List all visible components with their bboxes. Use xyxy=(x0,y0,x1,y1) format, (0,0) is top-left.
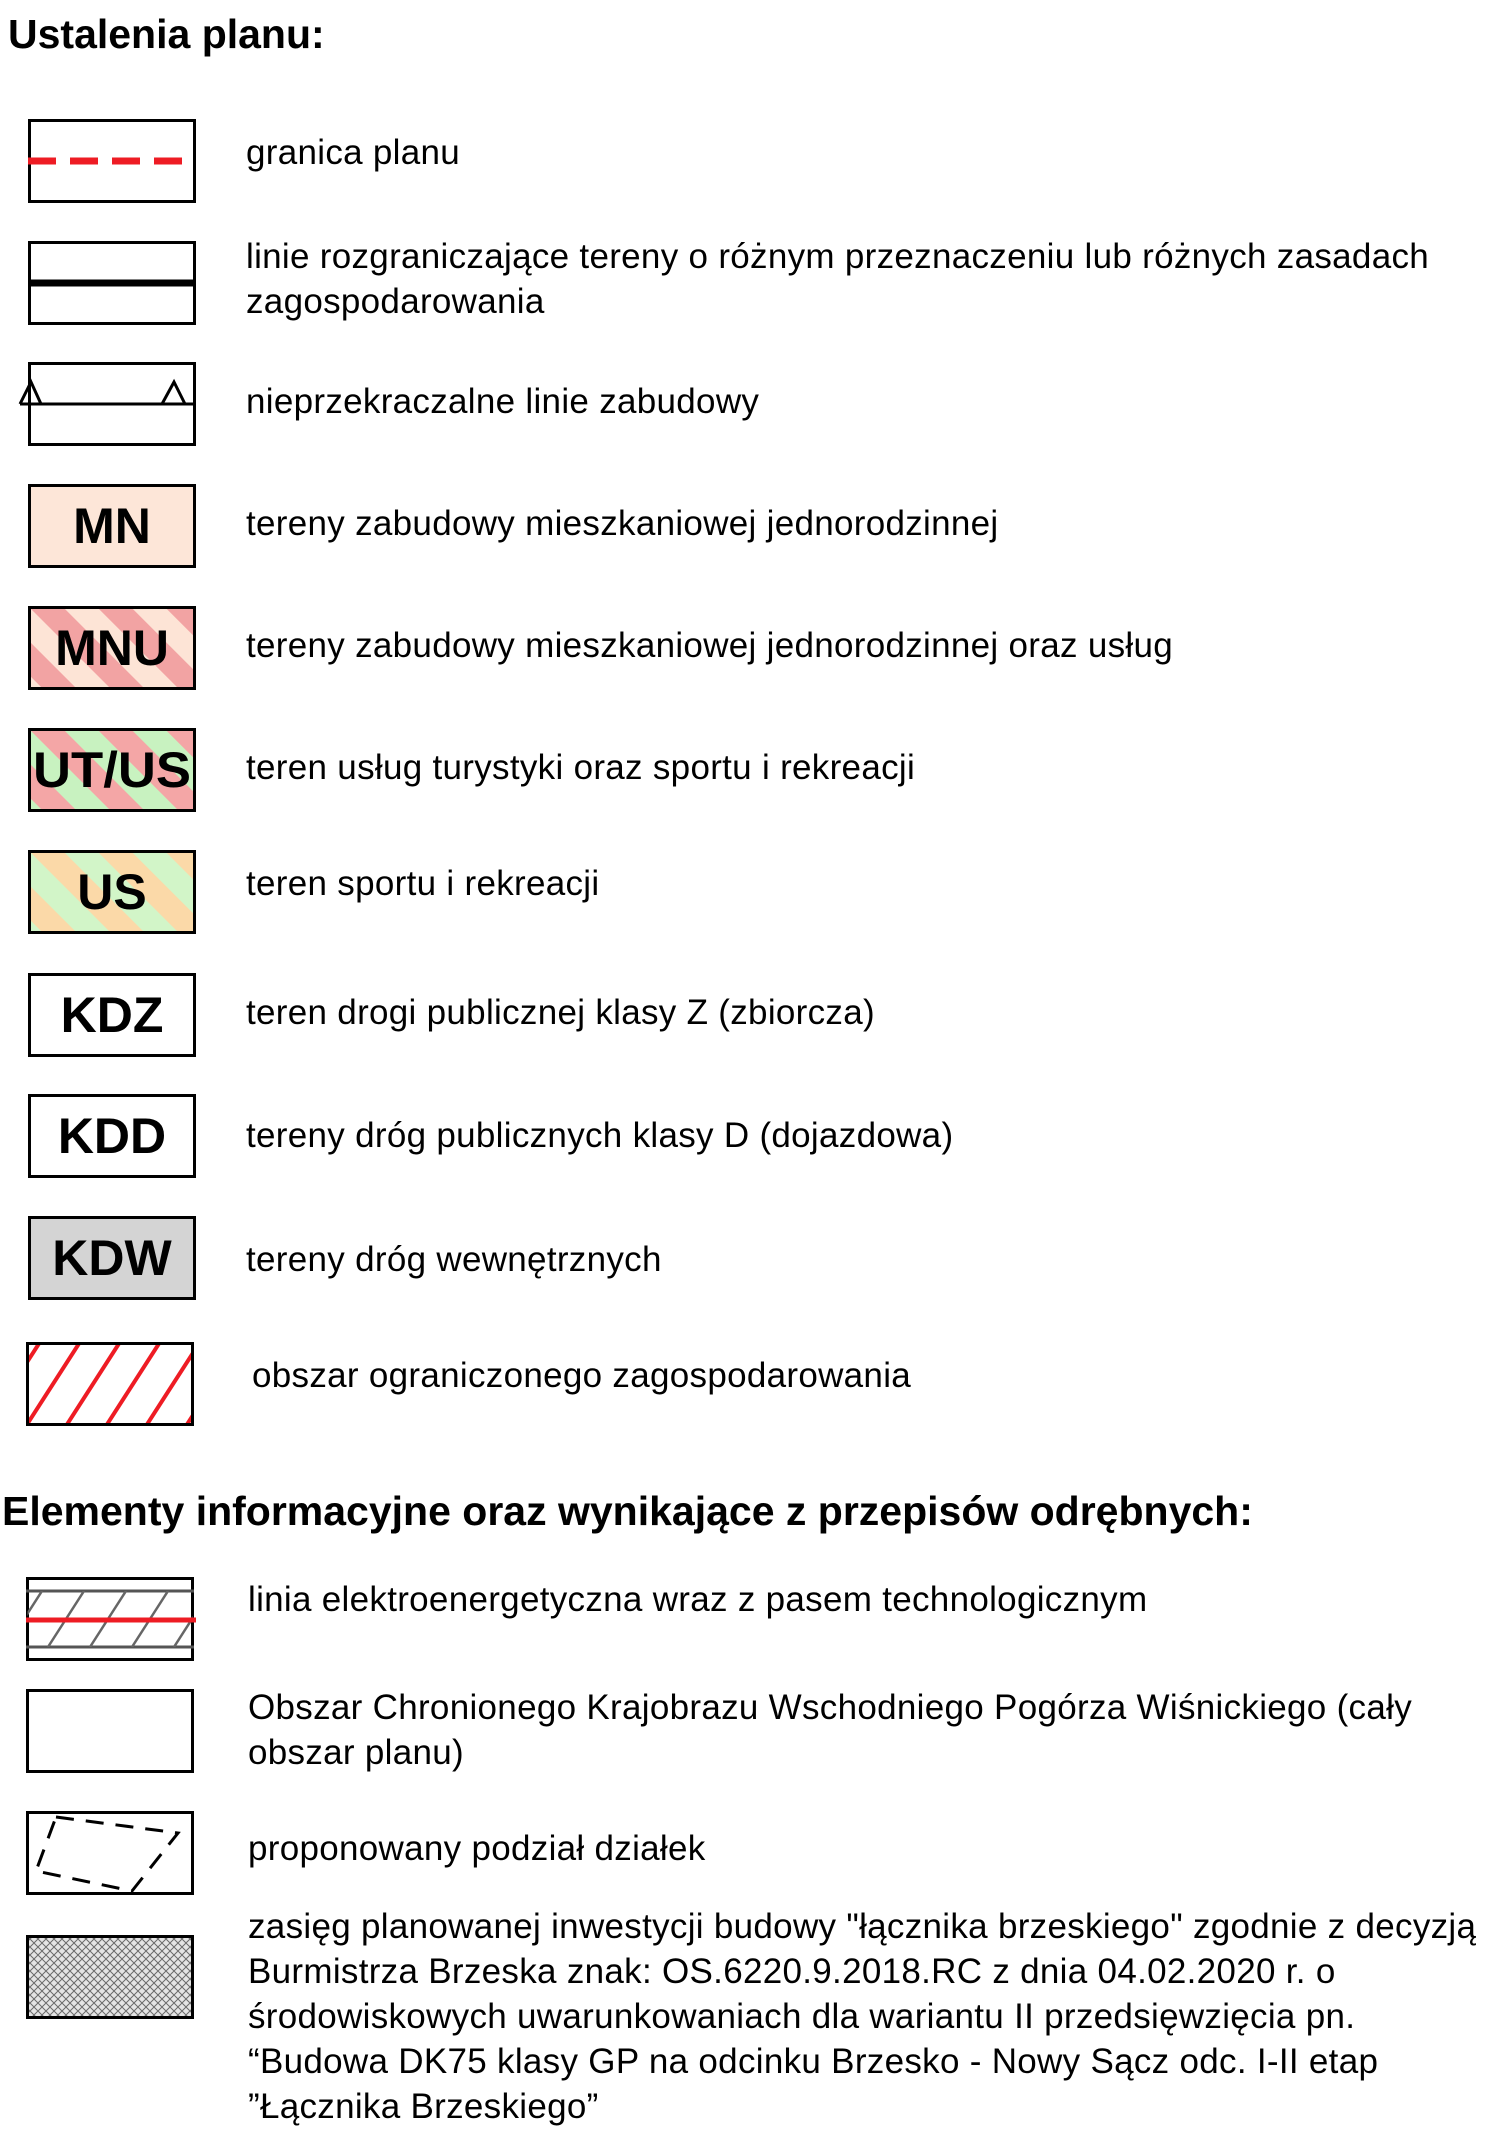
legend-symbol-utus xyxy=(28,728,196,812)
legend-label-us: teren sportu i rekreacji xyxy=(246,864,600,903)
svg-text:KDZ: KDZ xyxy=(60,987,164,1043)
legend-symbol-mnu xyxy=(28,606,196,690)
legend-symbol-boundary-lines xyxy=(28,241,196,325)
legend-label-plan-boundary: granica planu xyxy=(246,133,461,172)
legend-label-mn: tereny zabudowy mieszkaniowej jednorodzinnej xyxy=(246,504,999,543)
legend-symbol-mn xyxy=(28,484,196,568)
legend-symbol-us xyxy=(28,850,196,934)
legend-label-kdd: tereny dróg publicznych klasy D (dojazdowa) xyxy=(246,1116,954,1155)
svg-text:KDD: KDD xyxy=(57,1108,167,1164)
legend-symbol-investment-range xyxy=(26,1935,194,2019)
legend-label-kdz: teren drogi publicznej klasy Z (zbiorcza) xyxy=(246,993,875,1032)
legend-symbol-building-line xyxy=(28,362,196,446)
svg-text:MNU: MNU xyxy=(55,620,169,676)
legend-symbol-protected-landscape xyxy=(26,1689,194,1773)
legend-symbol-kdd xyxy=(28,1094,196,1178)
legend-symbol-kdz xyxy=(28,973,196,1057)
legend-symbol-power-line xyxy=(26,1577,194,1661)
section-title-info: Elementy informacyjne oraz wynikające z przepisów odrębnych: xyxy=(2,1488,1253,1534)
legend-label-plot-division: proponowany podział działek xyxy=(248,1829,706,1868)
legend-label-boundary-lines: linie rozgraniczające tereny o różnym przeznaczeniu lub różnych zasadach zagospodarowania xyxy=(246,237,1430,321)
legend-symbol-restricted-area xyxy=(26,1342,194,1426)
svg-text:KDW: KDW xyxy=(52,1230,172,1286)
legend-symbol-plot-division xyxy=(26,1811,194,1895)
legend-label-building-line: nieprzekraczalne linie zabudowy xyxy=(246,382,760,421)
legend-label-protected-landscape: Obszar Chronionego Krajobrazu Wschodniego Pogórza Wiśnickiego (cały obszar planu) xyxy=(248,1688,1412,1772)
legend-symbol-plan-boundary xyxy=(28,119,196,203)
legend-symbol-kdw xyxy=(28,1216,196,1300)
svg-text:MN: MN xyxy=(73,498,151,554)
legend-label-restricted-area: obszar ograniczonego zagospodarowania xyxy=(252,1356,912,1395)
svg-text:US: US xyxy=(77,864,147,920)
legend-label-utus: teren usług turystyki oraz sportu i rekreacji xyxy=(246,748,916,787)
legend-label-kdw: tereny dróg wewnętrznych xyxy=(246,1240,662,1279)
svg-text:UT/US: UT/US xyxy=(33,742,191,798)
legend-label-investment-range: zasięg planowanej inwestycji budowy "łącznika brzeskiego" zgodnie z decyzją Burmistrza Brzeska znak: OS.6220.9.2018.RC z dnia 04.02.2020 r. o środowiskowych uwarunkowaniach dla wariantu II przedsięwzięcia pn. “Budowa DK75 klasy GP na odcinku Brzesko - Nowy Sącz odc. I-II etap ”Łącznika Brzeskiego” xyxy=(248,1907,1477,2126)
section-title-plan: Ustalenia planu: xyxy=(8,11,325,57)
legend-label-mnu: tereny zabudowy mieszkaniowej jednorodzinnej oraz usług xyxy=(246,626,1174,665)
legend-label-power-line: linia elektroenergetyczna wraz z pasem technologicznym xyxy=(248,1580,1148,1619)
